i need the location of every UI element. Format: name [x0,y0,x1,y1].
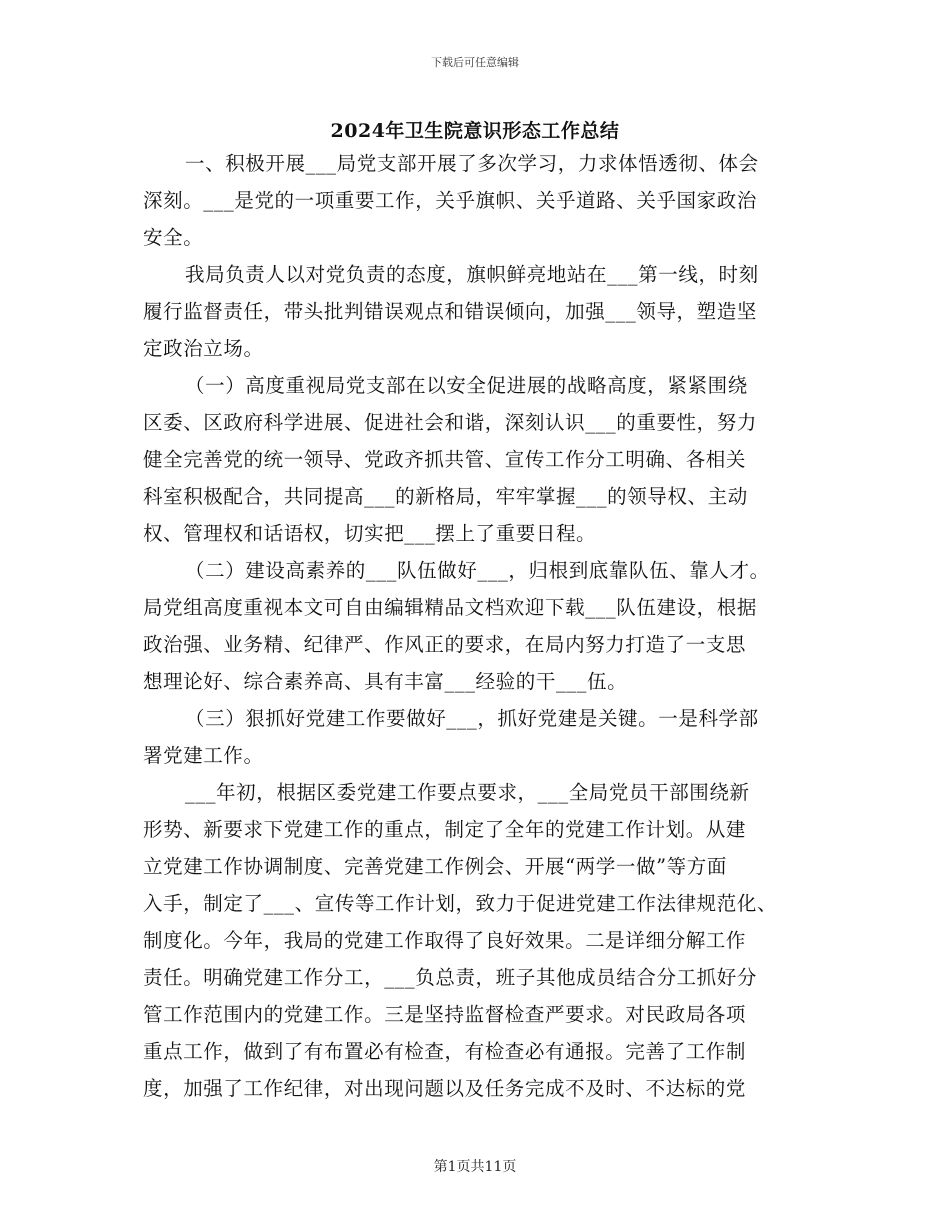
body-line: 科室积极配合，共同提高___的新格局，牢牢掌握___的领导权、主动 [143,485,748,508]
body-line: 局党组高度重视本文可自由编辑精品文档欢迎下载___队伍建设，根据 [143,596,757,619]
page-number: 第1页共11页 [433,1159,517,1175]
body-line: 责任。明确党建工作分工，___负总责，班子其他成员结合分工抓好分 [143,966,757,989]
body-line: 入手，制定了___、宣传等工作计划，致力于促进党建工作法律规范化、 [143,892,778,915]
body-line: 立党建工作协调制度、完善党建工作例会、开展“两学一做”等方面 [143,855,727,878]
body-line: 署党建工作。 [143,744,264,767]
body-line: 履行监督责任，带头批判错误观点和错误倾向，加强___领导，塑造坚 [143,300,757,323]
body-line: 我局负责人以对党负责的态度，旗帜鲜亮地站在___第一线，时刻 [185,263,759,286]
body-line: （二）建设高素养的___队伍做好___，归根到底靠队伍、靠人才。 [185,559,770,582]
body-line: ___年初，根据区委党建工作要点要求，___全局党员干部围绕新 [185,781,750,804]
document-title: 2024年卫生院意识形态工作总结 [330,120,620,142]
body-line: 度，加强了工作纪律，对出现问题以及任务完成不及时、不达标的党 [143,1077,747,1100]
body-line: （三）狠抓好党建工作要做好___，抓好党建是关键。一是科学部 [185,707,759,730]
body-line: 管工作范围内的党建工作。三是坚持监督检查严要求。对民政局各项 [143,1003,747,1026]
body-line: 权、管理权和话语权，切实把___摆上了重要日程。 [143,522,597,545]
body-line: 形势、新要求下党建工作的重点，制定了全年的党建工作计划。从建 [143,818,747,841]
body-line: 想理论好、综合素养高、具有丰富___经验的干___伍。 [143,670,628,693]
header-note: 下载后可任意编辑 [431,56,519,69]
body-line: 制度化。今年，我局的党建工作取得了良好效果。二是详细分解工作 [143,929,747,952]
body-line: 深刻。___是党的一项重要工作，关乎旗帜、关乎道路、关乎国家政治 [143,189,757,212]
body-line: 安全。 [143,226,204,249]
body-line: 区委、区政府科学进展、促进社会和谐，深刻认识___的重要性，努力 [143,411,757,434]
body-line: 一、积极开展___局党支部开展了多次学习，力求体悟透彻、体会 [185,152,759,175]
body-line: 重点工作，做到了有布置必有检查，有检查必有通报。完善了工作制 [143,1040,747,1063]
body-line: 定政治立场。 [143,337,264,360]
body-line: （一）高度重视局党支部在以安全促进展的战略高度，紧紧围绕 [185,374,748,397]
body-line: 政治强、业务精、纪律严、作风正的要求，在局内努力打造了一支思 [143,633,747,656]
body-line: 健全完善党的统一领导、党政齐抓共管、宣传工作分工明确、各相关 [143,448,747,471]
